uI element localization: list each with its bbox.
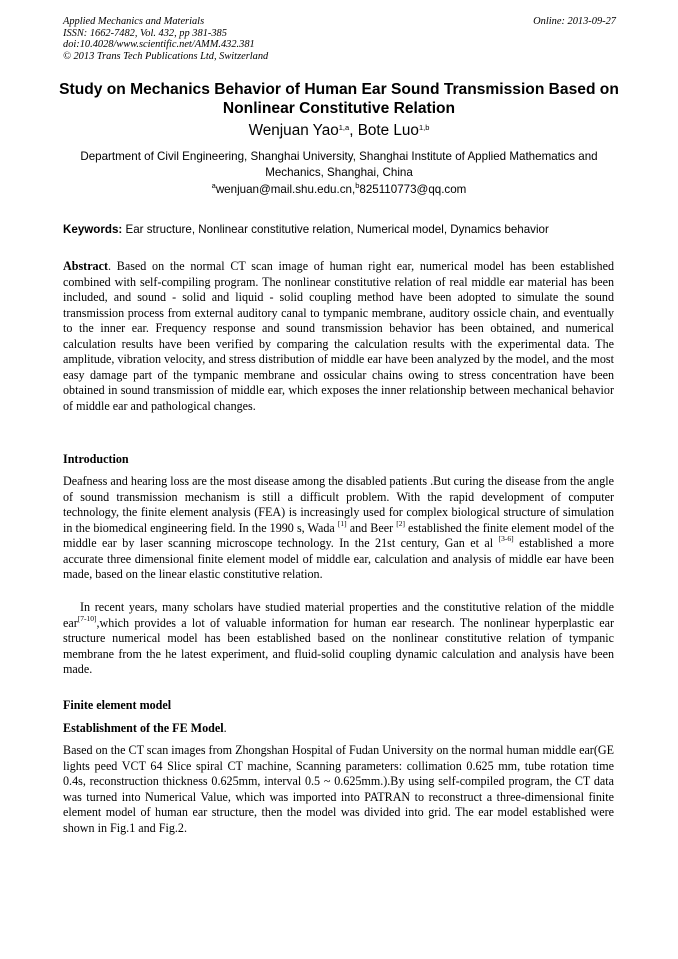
paragraph-text: and Beer <box>346 520 397 535</box>
paper-title: Study on Mechanics Behavior of Human Ear Sound Transmission Based on Nonlinear Constitutive Relation <box>59 81 619 117</box>
citation: [7-10] <box>77 613 97 623</box>
keywords <box>63 222 623 237</box>
abstract-text: . Based on the normal CT scan image of human right ear, numerical model has been established combined with self-compiling program. The nonlinear constitutive relation of real middle ear material has been included, and sound - solid and liquid - solid coupling method have been adopted to simulate the sound transmission process from external auditory canal to tympanic membrane, auditory ossicle chain, and eventually to the inner ear. Frequency response and sound transmission behavior has been obtained, and numerical calculation results have been verified by comparing the calculation results with the experimental data. The amplitude, vibration velocity, and stress distribution of middle ear have been analyzed by the model, and the most easy damage part of the tympanic membrane and ossicular chains owing to stress concentration have been obtained in sound transmission of middle ear, which exposes the inner relationship between mechanical behavior of middle ear and pathological changes. <box>63 259 614 413</box>
subsection-heading <box>63 721 227 736</box>
paragraph-text: ,which provides a lot of valuable information for human ear research. The nonlinear hyperplastic ear structure numerical model has been established based on the nonlinear constitutive relation of tympanic membrane from the he latest experiment, and fluid-solid coupling dynamic calculation and analysis have been made. <box>63 615 614 676</box>
author-affiliation-mark: 1,b <box>418 123 430 132</box>
copyright-line: © 2013 Trans Tech Publications Ltd, Switzerland <box>63 50 269 62</box>
abstract-label: Abstract <box>63 259 109 273</box>
citation: [2] <box>396 518 405 528</box>
paragraph-text: established the finite element model of the middle ear by laser scanning microscope technology. In the 21st century, Gan et al <box>63 520 614 550</box>
journal-header <box>63 16 268 62</box>
email-mark: b <box>355 181 360 190</box>
subsection-title: Establishment of the FE Model <box>63 721 224 735</box>
keywords-label: Keywords: <box>63 223 123 236</box>
author-name: Bote Luo <box>357 122 419 139</box>
email-mark: a <box>211 181 216 190</box>
journal-name: Applied Mechanics and Materials <box>63 16 205 27</box>
citation: [3-6] <box>498 534 514 543</box>
author-affiliation-mark: 1,a <box>338 123 350 132</box>
paragraph-text: Deafness and hearing loss are the most disease among the disabled patients .But curing the disease from the angle of sound transmission mechanism is still a difficult problem. With the rapid development of computer technology, the finite element analysis (FEA) is increasingly used for complex biological structure of simulation in the biomedical engineering field. In the 1990 s, Wada <box>63 474 614 535</box>
author-name: Wenjuan Yao <box>248 122 339 139</box>
paragraph-text: In recent years, many scholars have studied material properties and the constitutive relation of the middle ear <box>63 600 614 630</box>
fe-model-paragraph: Based on the CT scan images from Zhongshan Hospital of Fudan University on the normal human middle ear(GE lights peed VCT 64 Slice spiral CT machine, Scanning parameters: collimation 0.625 mm, tube rotation time 0.4s, reconstruction thickness 0.625mm, interval 0.5 ~ 0.625mm.).By using self-compiled program, the CT data was turned into Numerical Value, which was imported into PATRAN to reconstruct a three-dimensional finite element model of human ear structure, then the model was divided into grid. The ear model established were shown in Fig.1 and Fig.2. <box>63 743 614 835</box>
email-address: wenjuan@mail.shu.edu.cn, <box>215 183 356 196</box>
email-line <box>60 182 618 198</box>
citation: [1] <box>337 518 347 528</box>
section-heading-introduction: Introduction <box>63 452 129 466</box>
issn-line: ISSN: 1662-7482, Vol. 432, pp 381-385 <box>63 27 227 39</box>
introduction-paragraph <box>63 474 614 583</box>
introduction-paragraph <box>63 600 614 678</box>
abstract <box>63 259 614 414</box>
email-address: 825110773@qq.com <box>359 183 467 196</box>
online-date: Online: 2013-09-27 <box>533 16 616 27</box>
keywords-text: Ear structure, Nonlinear constitutive relation, Numerical model, Dynamics behavior <box>122 223 549 236</box>
doi-line: doi:10.4028/www.scientific.net/AMM.432.381 <box>63 39 255 51</box>
paragraph-text: established a more accurate three dimensional finite element model of middle ear, calculation and analysis of middle ear have been made, based on the linear elastic constitutive relation. <box>63 536 614 581</box>
section-heading-finite-element-model: Finite element model <box>63 698 172 712</box>
author-separator: , <box>349 122 358 139</box>
author-line <box>40 122 638 140</box>
affiliation: Department of Civil Engineering, Shanghai University, Shanghai Institute of Applied Mathematics and Mechanics, Shanghai, China <box>80 150 598 179</box>
subsection-title-period: . <box>223 721 227 735</box>
